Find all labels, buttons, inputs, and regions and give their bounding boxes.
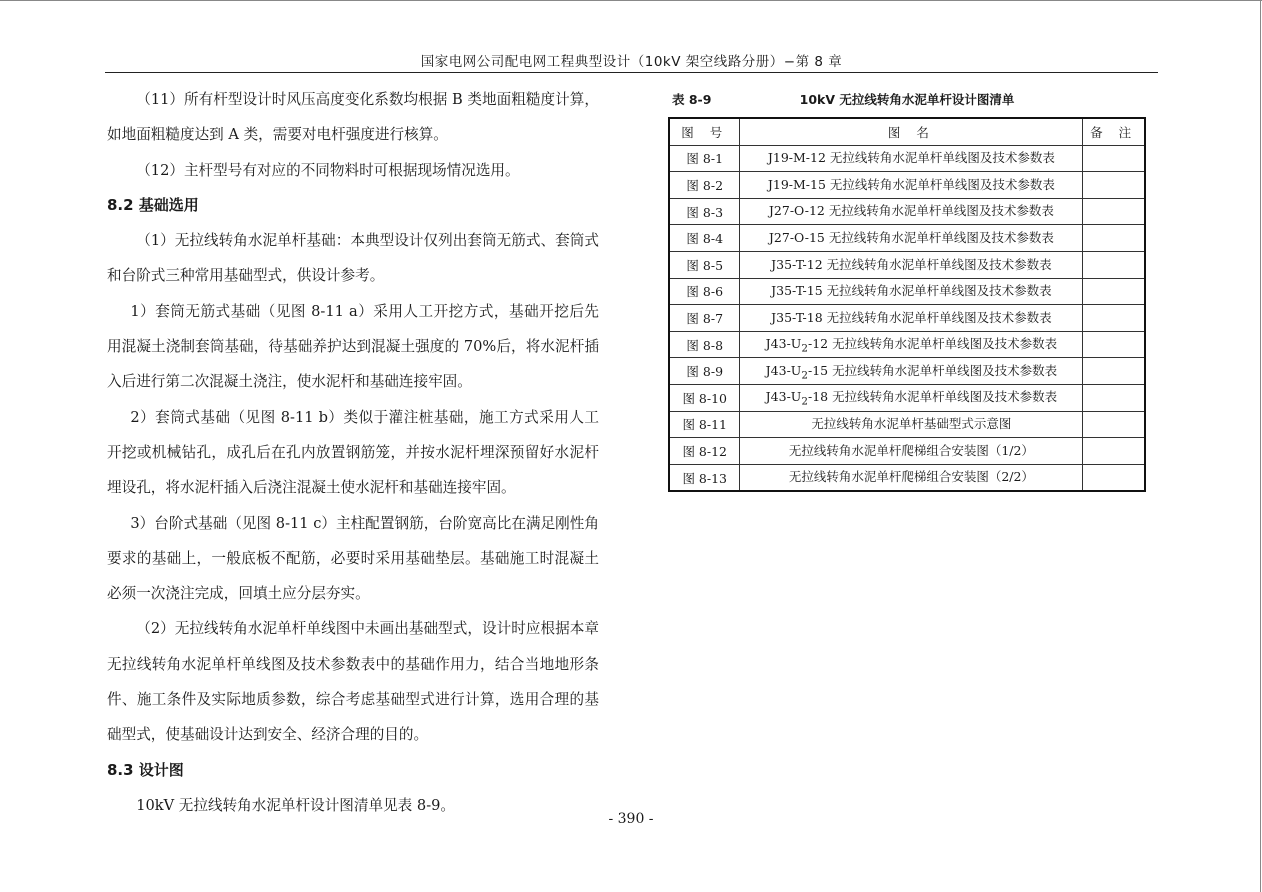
table-row xyxy=(669,172,1145,199)
table-title: 10kV 无拉线转角水泥单杆设计图清单 xyxy=(799,92,1015,107)
cell-remarks xyxy=(1083,172,1145,199)
paragraph-foundation-1-3: 3）台阶式基础（见图 8-11 c）主柱配置钢筋，台阶宽高比在满足刚性角要求的基础上，一般底板不配筋，必要时采用基础垫层。基础施工时混凝土必须一次浇注完成，回填土应分层夯实。 xyxy=(107,514,599,603)
cell-remarks xyxy=(1083,331,1145,358)
cell-figure-name: J35-T-15 无拉线转角水泥单杆单线图及技术参数表 xyxy=(740,278,1083,305)
table-row xyxy=(669,384,1145,411)
cell-remarks xyxy=(1083,225,1145,252)
right-column xyxy=(668,86,1146,486)
cell-figure-name: $J43-U_2-12$ 无拉线转角水泥单杆单线图及技术参数表 xyxy=(740,331,1083,358)
cell-figure-name: J35-T-12 无拉线转角水泥单杆单线图及技术参数表 xyxy=(740,251,1083,278)
cell-figure-number: 图 8-10 xyxy=(669,384,740,411)
cell-figure-number: 图 8-13 xyxy=(669,464,740,491)
table-row xyxy=(669,305,1145,332)
table-row xyxy=(669,225,1145,252)
cell-figure-name: 无拉线转角水泥单杆基础型式示意图 xyxy=(740,411,1083,438)
header-figure-number: 图 号 xyxy=(669,118,740,145)
page-top-border xyxy=(0,0,1262,1)
header-remarks: 备 注 xyxy=(1083,118,1145,145)
cell-figure-number: 图 8-12 xyxy=(669,438,740,465)
paragraph-foundation-1: （1）无拉线转角水泥单杆基础：本典型设计仅列出套筒无筋式、套筒式和台阶式三种常用基础型式，供设计参考。 xyxy=(107,232,599,285)
cell-remarks xyxy=(1083,411,1145,438)
running-head: 国家电网公司配电网工程典型设计（10kV 架空线路分册）−第 8 章 xyxy=(420,54,843,70)
table-row xyxy=(669,331,1145,358)
table-header-row xyxy=(669,118,1145,145)
cell-remarks xyxy=(1083,198,1145,225)
table-number: 表 8-9 xyxy=(672,92,712,107)
cell-remarks xyxy=(1083,464,1145,491)
table-row xyxy=(669,464,1145,491)
paragraph-design-drawings: 10kV 无拉线转角水泥单杆设计图清单见表 8-9。 xyxy=(136,796,456,814)
cell-figure-number: 图 8-4 xyxy=(669,225,740,252)
cell-remarks xyxy=(1083,358,1145,385)
page-number: - 390 - xyxy=(608,811,654,827)
cell-figure-number: 图 8-3 xyxy=(669,198,740,225)
cell-figure-name: J35-T-18 无拉线转角水泥单杆单线图及技术参数表 xyxy=(740,305,1083,332)
paragraph-12: （12）主杆型号有对应的不同物料时可根据现场情况选用。 xyxy=(136,161,520,179)
cell-remarks xyxy=(1083,305,1145,332)
cell-figure-number: 图 8-2 xyxy=(669,172,740,199)
cell-figure-number: 图 8-9 xyxy=(669,358,740,385)
table-row xyxy=(669,438,1145,465)
header-rule xyxy=(105,72,1158,73)
cell-figure-number: 图 8-1 xyxy=(669,145,740,172)
cell-remarks xyxy=(1083,384,1145,411)
drawing-list-table xyxy=(668,117,1146,492)
cell-remarks xyxy=(1083,251,1145,278)
table-row xyxy=(669,278,1145,305)
section-heading-8-3: 8.3 设计图 xyxy=(107,760,184,779)
table-row xyxy=(669,358,1145,385)
header-figure-name: 图 名 xyxy=(740,118,1083,145)
cell-figure-name: $J43-U_2-15$ 无拉线转角水泥单杆单线图及技术参数表 xyxy=(740,358,1083,385)
cell-figure-name: $J43-U_2-18$ 无拉线转角水泥单杆单线图及技术参数表 xyxy=(740,384,1083,411)
cell-figure-name: J19-M-12 无拉线转角水泥单杆单线图及技术参数表 xyxy=(740,145,1083,172)
paragraph-foundation-2: （2）无拉线转角水泥单杆单线图中未画出基础型式，设计时应根据本章无拉线转角水泥单杆单线图及技术参数表中的基础作用力，结合当地地形条件、施工条件及实际地质参数，综合考虑基础型式进行计算，选用合理的基础型式，使基础设计达到安全、经济合理的目的。 xyxy=(107,620,599,744)
table-row xyxy=(669,198,1145,225)
cell-figure-name: 无拉线转角水泥单杆爬梯组合安装图（2/2） xyxy=(740,464,1083,491)
cell-remarks xyxy=(1083,438,1145,465)
table-row xyxy=(669,145,1145,172)
cell-figure-name: J19-M-15 无拉线转角水泥单杆单线图及技术参数表 xyxy=(740,172,1083,199)
cell-figure-number: 图 8-6 xyxy=(669,278,740,305)
paragraph-foundation-1-1: 1）套筒无筋式基础（见图 8-11 a）采用人工开挖方式，基础开挖后先用混凝土浇制套筒基础，待基础养护达到混凝土强度的 70%后，将水泥杆插入后进行第二次混凝土浇注，使水泥杆和基础连接牢固。 xyxy=(107,302,599,391)
table-row xyxy=(669,251,1145,278)
left-column xyxy=(107,82,599,823)
table-caption xyxy=(668,86,1146,112)
cell-figure-number: 图 8-7 xyxy=(669,305,740,332)
cell-figure-name: J27-O-15 无拉线转角水泥单杆单线图及技术参数表 xyxy=(740,225,1083,252)
cell-figure-name: 无拉线转角水泥单杆爬梯组合安装图（1/2） xyxy=(740,438,1083,465)
paragraph-foundation-1-2: 2）套筒式基础（见图 8-11 b）类似于灌注桩基础，施工方式采用人工开挖或机械钻孔，成孔后在孔内放置钢筋笼，并按水泥杆埋深预留好水泥杆埋设孔，将水泥杆插入后浇注混凝土使水泥杆和基础连接牢固。 xyxy=(107,408,599,497)
cell-figure-number: 图 8-5 xyxy=(669,251,740,278)
page-right-border xyxy=(1260,0,1261,892)
cell-remarks xyxy=(1083,145,1145,172)
cell-figure-number: 图 8-8 xyxy=(669,331,740,358)
section-heading-8-2: 8.2 基础选用 xyxy=(107,195,199,214)
table-row xyxy=(669,411,1145,438)
cell-figure-number: 图 8-11 xyxy=(669,411,740,438)
paragraph-11: （11）所有杆型设计时风压高度变化系数均根据 B 类地面粗糙度计算，如地面粗糙度达到 A 类，需要对电杆强度进行核算。 xyxy=(107,91,599,144)
cell-figure-name: J27-O-12 无拉线转角水泥单杆单线图及技术参数表 xyxy=(740,198,1083,225)
cell-remarks xyxy=(1083,278,1145,305)
